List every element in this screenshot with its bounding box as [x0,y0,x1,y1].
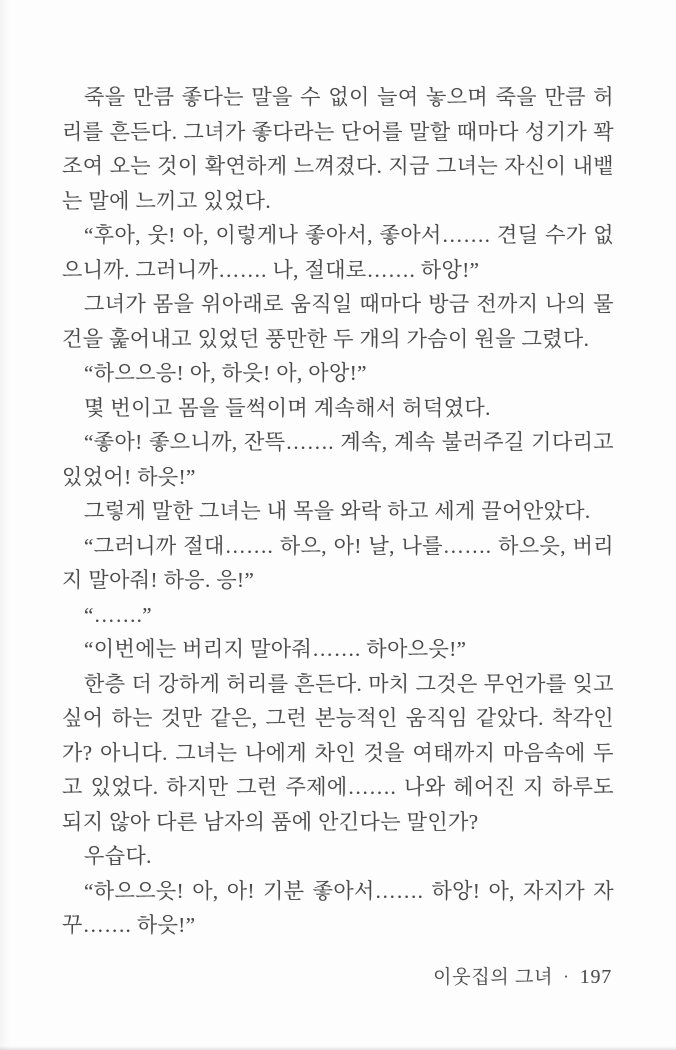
dialogue-paragraph: “그러니까 절대……. 하으, 아! 날, 나를……. 하으읏, 버리지 말아줘! 하응. 응!” [62,533,614,592]
dialogue-paragraph: “후아, 웃! 아, 이렇게나 좋아서, 좋아서……. 견딜 수가 없으니까. 그러니까……. 나, 절대로……. 하앙!” [62,223,614,282]
narration-paragraph: 우습다. [84,844,152,868]
page-footer [433,962,612,993]
footer-page-number: 197 [579,966,612,988]
dialogue-paragraph: “…….” [84,602,153,627]
dialogue-paragraph: “하으으응! 아, 하읏! 아, 아앙!” [84,361,367,385]
footer-separator-dot: · [563,967,570,986]
narration-paragraph: 죽을 만큼 좋다는 말을 수 없이 늘여 놓으며 죽을 만큼 허리를 흔든다. 그녀가 좋다라는 단어를 말할 때마다 성기가 꽉 조여 오는 것이 확연하게 느껴졌다. 지금 그녀는 자신이 내뱉는 말에 느끼고 있었다. [62,85,614,213]
dialogue-paragraph: “좋아! 좋으니까, 잔뜩……. 계속, 계속 불러주길 기다리고 있었어! 하읏!” [62,430,614,489]
narration-paragraph: 그렇게 말한 그녀는 내 목을 와락 하고 세게 끌어안았다. [84,499,591,523]
dialogue-paragraph: “이번에는 버리지 말아줘……. 하아으읏!” [84,637,467,661]
narration-paragraph: 그녀가 몸을 위아래로 움직일 때마다 방금 전까지 나의 물건을 훑어내고 있었던 풍만한 두 개의 가슴이 원을 그렸다. [62,292,614,351]
narration-paragraph: 몇 번이고 몸을 들썩이며 계속해서 허덕였다. [84,395,491,420]
text-block [62,80,614,943]
footer-book-title: 이웃집의 그녀 [433,967,554,988]
dialogue-paragraph: “하으으읏! 아, 아! 기분 좋아서……. 하앙! 아, 자지가 자꾸……. 하읏!” [62,878,614,937]
narration-paragraph: 한층 더 강하게 허리를 흔든다. 마치 그것은 무언가를 잊고 싶어 하는 것만 같은, 그런 본능적인 움직임 같았다. 착각인가? 아니다. 그녀는 나에게 차인 것을 여태까지 마음속에 두고 있었다. 하지만 그런 주제에……. 나와 헤어진 지 하루도 되지 않아 다른 남자의 품에 안긴다는 말인가? [62,671,614,834]
